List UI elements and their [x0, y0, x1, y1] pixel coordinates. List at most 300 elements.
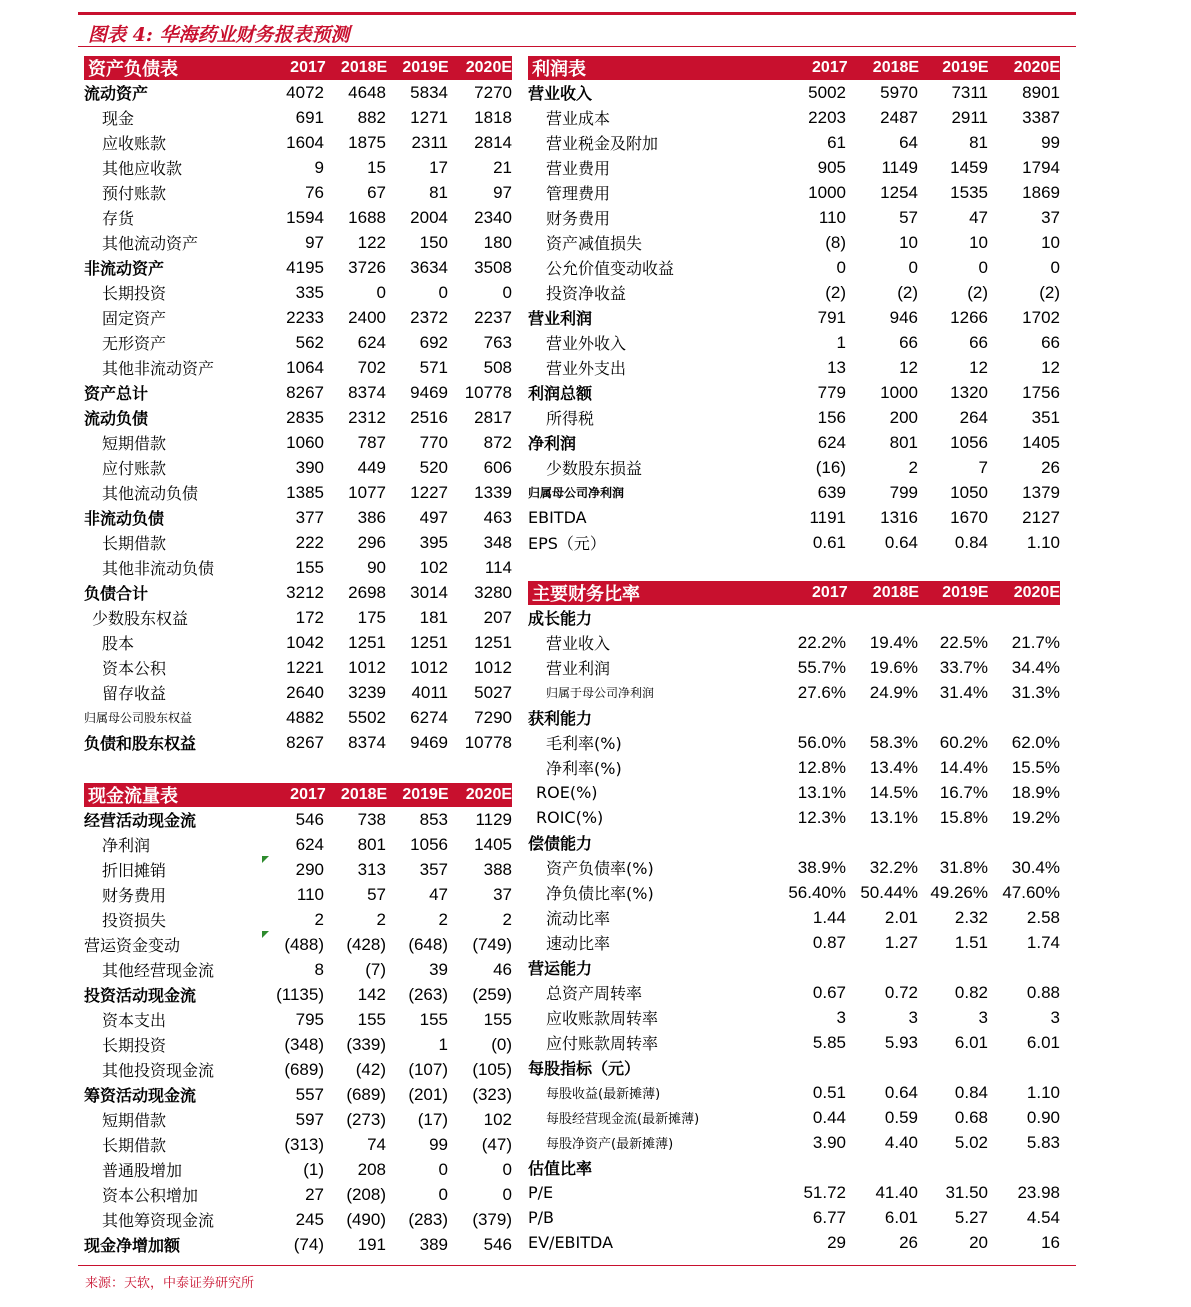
value-cell: 38.9%	[797, 857, 846, 877]
value-cell: 2127	[1022, 507, 1060, 527]
row-label: 普通股增加	[102, 1161, 183, 1180]
row-label: 所得税	[546, 409, 595, 428]
row-label: 公允价值变动收益	[546, 259, 675, 278]
value-cell: 4.54	[1026, 1207, 1060, 1227]
row-label: 速动比率	[546, 934, 611, 953]
year-header: 2019E	[402, 786, 449, 803]
value-cell: (16)	[815, 457, 846, 477]
value-cell: 2.32	[954, 907, 988, 927]
table-row	[528, 230, 1060, 255]
value-cell: 8901	[1022, 82, 1060, 102]
value-cell: 0	[1050, 257, 1060, 277]
value-cell: (0)	[491, 1034, 512, 1054]
balance-sheet-table	[84, 56, 512, 755]
row-label: 流动比率	[546, 909, 611, 928]
year-header: 2018E	[872, 59, 920, 76]
value-cell: 3387	[1022, 107, 1060, 127]
value-cell: 9469	[410, 732, 448, 752]
value-cell: 801	[889, 432, 918, 452]
table-row	[84, 155, 512, 180]
value-cell: 5.27	[954, 1207, 988, 1227]
value-cell: 0.44	[812, 1107, 846, 1127]
value-cell: 10	[969, 232, 988, 252]
value-cell: 1604	[286, 132, 324, 152]
value-cell: 8267	[286, 732, 324, 752]
row-label: 营业外支出	[546, 359, 627, 378]
comment-marker-icon	[262, 931, 269, 938]
value-cell: 0.87	[812, 932, 846, 952]
year-header: 2020E	[1013, 59, 1060, 76]
table-row	[84, 180, 512, 205]
table-row	[528, 330, 1060, 355]
value-cell: 389	[419, 1234, 448, 1254]
value-cell: 9469	[410, 382, 448, 402]
value-cell: 1251	[410, 632, 448, 652]
value-cell: 791	[817, 307, 846, 327]
value-cell: 1535	[950, 182, 988, 202]
value-cell: 74	[367, 1134, 386, 1154]
value-cell: 2.01	[884, 907, 918, 927]
row-label: 折旧摊销	[102, 861, 167, 880]
value-cell: 180	[483, 232, 512, 252]
value-cell: 37	[1041, 207, 1060, 227]
value-cell: 10778	[464, 732, 512, 752]
value-cell: 14.4%	[939, 757, 988, 777]
value-cell: 7	[978, 457, 988, 477]
table-row	[528, 705, 1060, 730]
value-cell: 335	[295, 282, 324, 302]
row-label: 利润总额	[528, 384, 593, 403]
value-cell: 0	[502, 282, 512, 302]
value-cell: 1794	[1022, 157, 1060, 177]
value-cell: 763	[483, 332, 512, 352]
value-cell: 5.83	[1026, 1132, 1060, 1152]
row-label: 少数股东损益	[546, 459, 643, 478]
value-cell: 64	[899, 132, 918, 152]
value-cell: 0.64	[884, 1082, 918, 1102]
value-cell: 41.40	[875, 1182, 918, 1202]
value-cell: 90	[367, 557, 386, 577]
year-header: 2017	[812, 584, 848, 601]
value-cell: (74)	[293, 1234, 324, 1254]
table-row	[84, 1082, 512, 1107]
year-header: 2019E	[942, 584, 989, 601]
row-label: 现金净增加额	[84, 1236, 181, 1255]
value-cell: 102	[419, 557, 448, 577]
value-cell: 222	[295, 532, 324, 552]
row-label: 长期借款	[102, 534, 167, 553]
row-label: 应收账款	[102, 134, 167, 153]
value-cell: 99	[429, 1134, 448, 1154]
row-label: 资本公积	[102, 659, 167, 678]
value-cell: 702	[357, 357, 386, 377]
value-cell: 31.50	[945, 1182, 988, 1202]
value-cell: 463	[483, 507, 512, 527]
table-row	[84, 305, 512, 330]
row-label: 应付账款	[102, 459, 167, 478]
table-row	[528, 1230, 1060, 1255]
value-cell: 8374	[348, 732, 386, 752]
table-row	[84, 480, 512, 505]
value-cell: 16	[1041, 1232, 1060, 1252]
value-cell: 13.1%	[797, 782, 846, 802]
value-cell: 2.58	[1026, 907, 1060, 927]
value-cell: 1405	[474, 834, 512, 854]
value-cell: 3634	[410, 257, 448, 277]
table-row	[528, 1205, 1060, 1230]
value-cell: 946	[889, 307, 918, 327]
value-cell: 0.82	[954, 982, 988, 1002]
value-cell: 47.60%	[1002, 882, 1060, 902]
value-cell: 2237	[474, 307, 512, 327]
row-label: 营业外收入	[546, 334, 627, 353]
value-cell: 597	[295, 1109, 324, 1129]
value-cell: 1060	[286, 432, 324, 452]
value-cell: 0.88	[1026, 982, 1060, 1002]
value-cell: 6.01	[954, 1032, 988, 1052]
row-label: 短期借款	[102, 434, 167, 453]
row-label: 固定资产	[102, 309, 167, 328]
row-label: 偿债能力	[528, 834, 593, 853]
value-cell: 1385	[286, 482, 324, 502]
value-cell: 606	[483, 457, 512, 477]
value-cell: 2835	[286, 407, 324, 427]
value-cell: 12	[969, 357, 988, 377]
value-cell: 1050	[950, 482, 988, 502]
value-cell: 1254	[880, 182, 918, 202]
value-cell: 31.4%	[939, 682, 988, 702]
value-cell: 6.01	[884, 1207, 918, 1227]
value-cell: 1000	[880, 382, 918, 402]
row-label: 筹资活动现金流	[84, 1086, 197, 1105]
value-cell: 20	[969, 1232, 988, 1252]
row-label: 净利润	[102, 836, 151, 855]
value-cell: 13.1%	[869, 807, 918, 827]
value-cell: 150	[419, 232, 448, 252]
row-label: 营业收入	[528, 84, 593, 103]
value-cell: 2004	[410, 207, 448, 227]
row-label: 营业收入	[546, 634, 611, 653]
row-label: P/E	[528, 1183, 554, 1202]
income-statement-table	[528, 56, 1060, 555]
value-cell: 50.44%	[860, 882, 918, 902]
table-row	[84, 105, 512, 130]
value-cell: (201)	[408, 1084, 448, 1104]
value-cell: 31.3%	[1011, 682, 1060, 702]
value-cell: 3	[836, 1007, 846, 1027]
value-cell: 1339	[474, 482, 512, 502]
value-cell: (339)	[346, 1034, 386, 1054]
row-label: 财务费用	[546, 209, 611, 228]
row-label: 预付账款	[102, 184, 167, 203]
value-cell: 51.72	[803, 1182, 846, 1202]
value-cell: 1459	[950, 157, 988, 177]
value-cell: 0.61	[812, 532, 846, 552]
table-row	[84, 730, 512, 755]
value-cell: 1702	[1022, 307, 1060, 327]
value-cell: 4648	[348, 82, 386, 102]
row-label: 长期投资	[102, 284, 167, 303]
value-cell: 57	[899, 207, 918, 227]
table-header	[528, 581, 1060, 605]
value-cell: 245	[295, 1209, 324, 1229]
value-cell: 1266	[950, 307, 988, 327]
value-cell: 1012	[474, 657, 512, 677]
value-cell: 0.68	[954, 1107, 988, 1127]
value-cell: 4072	[286, 82, 324, 102]
value-cell: 37	[493, 884, 512, 904]
value-cell: 1056	[410, 834, 448, 854]
value-cell: 2372	[410, 307, 448, 327]
value-cell: 313	[357, 859, 386, 879]
value-cell: 27	[305, 1184, 324, 1204]
value-cell: 1670	[950, 507, 988, 527]
value-cell: 2233	[286, 307, 324, 327]
table-row	[84, 1107, 512, 1132]
table-row	[528, 955, 1060, 980]
table-row	[528, 405, 1060, 430]
row-label: 应付账款周转率	[546, 1034, 659, 1053]
value-cell: (105)	[472, 1059, 512, 1079]
value-cell: 5834	[410, 82, 448, 102]
row-label: EPS（元）	[528, 534, 606, 553]
value-cell: 1	[438, 1034, 448, 1054]
year-header: 2017	[290, 786, 326, 803]
table-row	[84, 832, 512, 857]
value-cell: 22.5%	[939, 632, 988, 652]
value-cell: 557	[295, 1084, 324, 1104]
value-cell: 19.6%	[869, 657, 918, 677]
value-cell: 853	[419, 809, 448, 829]
value-cell: 546	[295, 809, 324, 829]
value-cell: 0.67	[812, 982, 846, 1002]
table-row	[84, 957, 512, 982]
value-cell: 2	[908, 457, 918, 477]
value-cell: 691	[295, 107, 324, 127]
value-cell: 905	[817, 157, 846, 177]
table-row	[84, 680, 512, 705]
value-cell: 18.9%	[1011, 782, 1060, 802]
value-cell: 520	[419, 457, 448, 477]
figure-title: 图表 4: 华海药业财务报表预测	[88, 24, 350, 46]
value-cell: 2817	[474, 407, 512, 427]
value-cell: 2	[438, 909, 448, 929]
value-cell: 357	[419, 859, 448, 879]
value-cell: 0.51	[812, 1082, 846, 1102]
value-cell: (689)	[284, 1059, 324, 1079]
table-header	[84, 56, 512, 80]
year-header: 2019E	[942, 59, 989, 76]
value-cell: 795	[295, 1009, 324, 1029]
value-cell: 60.2%	[939, 732, 988, 752]
year-header: 2020E	[465, 786, 513, 803]
value-cell: 1818	[474, 107, 512, 127]
table-row	[84, 330, 512, 355]
value-cell: 3508	[474, 257, 512, 277]
value-cell: 0.90	[1026, 1107, 1060, 1127]
value-cell: 296	[357, 532, 386, 552]
value-cell: 3	[1050, 1007, 1060, 1027]
row-label: ROE(%)	[536, 783, 598, 802]
row-label: EV/EBITDA	[528, 1233, 614, 1252]
value-cell: 0.59	[884, 1107, 918, 1127]
value-cell: 1.10	[1026, 1082, 1060, 1102]
value-cell: (648)	[408, 934, 448, 954]
value-cell: 2203	[808, 107, 846, 127]
value-cell: 264	[959, 407, 988, 427]
row-label: 非流动资产	[84, 259, 165, 278]
value-cell: 1077	[348, 482, 386, 502]
row-label: 其他非流动资产	[102, 359, 215, 378]
year-header: 2018E	[340, 59, 388, 76]
table-row	[528, 1155, 1060, 1180]
table-row	[84, 355, 512, 380]
value-cell: 76	[305, 182, 324, 202]
value-cell: 67	[367, 182, 386, 202]
value-cell: 99	[1041, 132, 1060, 152]
table-row	[528, 255, 1060, 280]
row-label: 总资产周转率	[546, 984, 643, 1003]
value-cell: 172	[295, 607, 324, 627]
value-cell: 208	[357, 1159, 386, 1179]
value-cell: 1405	[1022, 432, 1060, 452]
value-cell: 1221	[286, 657, 324, 677]
table-row	[84, 580, 512, 605]
table-header	[84, 783, 512, 807]
table-row	[84, 530, 512, 555]
value-cell: 377	[295, 507, 324, 527]
table-row	[528, 855, 1060, 880]
value-cell: 1064	[286, 357, 324, 377]
value-cell: 1875	[348, 132, 386, 152]
value-cell: (689)	[346, 1084, 386, 1104]
year-header: 2019E	[402, 59, 449, 76]
value-cell: (107)	[408, 1059, 448, 1079]
value-cell: 7270	[474, 82, 512, 102]
bottom-rule	[78, 1265, 1076, 1266]
row-label: 营业利润	[546, 659, 611, 678]
table-row	[84, 630, 512, 655]
value-cell: 175	[357, 607, 386, 627]
value-cell: 0	[376, 282, 386, 302]
value-cell: 5502	[348, 707, 386, 727]
value-cell: 26	[899, 1232, 918, 1252]
table-row	[528, 730, 1060, 755]
value-cell: 0	[438, 282, 448, 302]
table-row	[84, 555, 512, 580]
table-row	[528, 930, 1060, 955]
value-cell: 348	[483, 532, 512, 552]
row-label: 现金	[102, 109, 135, 128]
value-cell: 3014	[410, 582, 448, 602]
table-row	[528, 880, 1060, 905]
value-cell: 7290	[474, 707, 512, 727]
value-cell: 1.74	[1026, 932, 1060, 952]
row-label: 每股收益(最新摊薄)	[546, 1087, 661, 1102]
table-row	[528, 505, 1060, 530]
table-row	[528, 180, 1060, 205]
value-cell: 6274	[410, 707, 448, 727]
value-cell: 10	[899, 232, 918, 252]
value-cell: 27.6%	[797, 682, 846, 702]
year-header: 2020E	[465, 59, 513, 76]
value-cell: 58.3%	[869, 732, 918, 752]
value-cell: 8374	[348, 382, 386, 402]
row-label: 归属母公司净利润	[528, 486, 625, 500]
table-row	[84, 255, 512, 280]
row-label: 营业利润	[528, 309, 593, 328]
value-cell: 15.5%	[1011, 757, 1060, 777]
value-cell: (1135)	[276, 984, 324, 1004]
financial-ratios-table	[528, 581, 1060, 1255]
value-cell: 26	[1041, 457, 1060, 477]
value-cell: 31.8%	[939, 857, 988, 877]
year-header: 2018E	[872, 584, 920, 601]
value-cell: 22.2%	[797, 632, 846, 652]
value-cell: 21	[493, 157, 512, 177]
table-row	[528, 1005, 1060, 1030]
row-label: 其他应收款	[102, 159, 183, 178]
value-cell: (47)	[481, 1134, 512, 1154]
value-cell: 692	[419, 332, 448, 352]
table-row	[84, 655, 512, 680]
value-cell: 6.01	[1026, 1032, 1060, 1052]
value-cell: 2911	[951, 107, 988, 127]
row-label: 净负债比率(%)	[546, 884, 654, 903]
row-label: 投资净收益	[546, 284, 627, 303]
row-label: 营业费用	[546, 159, 611, 178]
value-cell: (7)	[365, 959, 386, 979]
table-row	[528, 480, 1060, 505]
value-cell: 47	[429, 884, 448, 904]
value-cell: 47	[969, 207, 988, 227]
row-label: 每股指标（元）	[528, 1059, 641, 1078]
value-cell: 0.72	[884, 982, 918, 1002]
table-row	[84, 205, 512, 230]
value-cell: (749)	[472, 934, 512, 954]
row-label: 负债和股东权益	[84, 734, 197, 753]
row-label: 营业成本	[546, 109, 611, 128]
value-cell: 15	[367, 157, 386, 177]
row-label: 存货	[102, 209, 135, 228]
value-cell: 2516	[410, 407, 448, 427]
value-cell: 872	[483, 432, 512, 452]
value-cell: 13	[827, 357, 846, 377]
value-cell: 2311	[411, 132, 448, 152]
value-cell: 624	[295, 834, 324, 854]
value-cell: 122	[357, 232, 386, 252]
value-cell: 351	[1031, 407, 1060, 427]
value-cell: 55.7%	[797, 657, 846, 677]
value-cell: 386	[357, 507, 386, 527]
value-cell: 181	[419, 607, 448, 627]
value-cell: 142	[357, 984, 386, 1004]
value-cell: 97	[305, 232, 324, 252]
value-cell: 1688	[348, 207, 386, 227]
value-cell: 624	[357, 332, 386, 352]
value-cell: 12.8%	[797, 757, 846, 777]
value-cell: 5002	[808, 82, 846, 102]
value-cell: (8)	[825, 232, 846, 252]
value-cell: 562	[295, 332, 324, 352]
value-cell: 779	[817, 382, 846, 402]
value-cell: 97	[493, 182, 512, 202]
value-cell: 8	[314, 959, 324, 979]
value-cell: 191	[357, 1234, 386, 1254]
value-cell: 66	[1041, 332, 1060, 352]
row-label: 长期借款	[102, 1136, 167, 1155]
table-row	[84, 230, 512, 255]
